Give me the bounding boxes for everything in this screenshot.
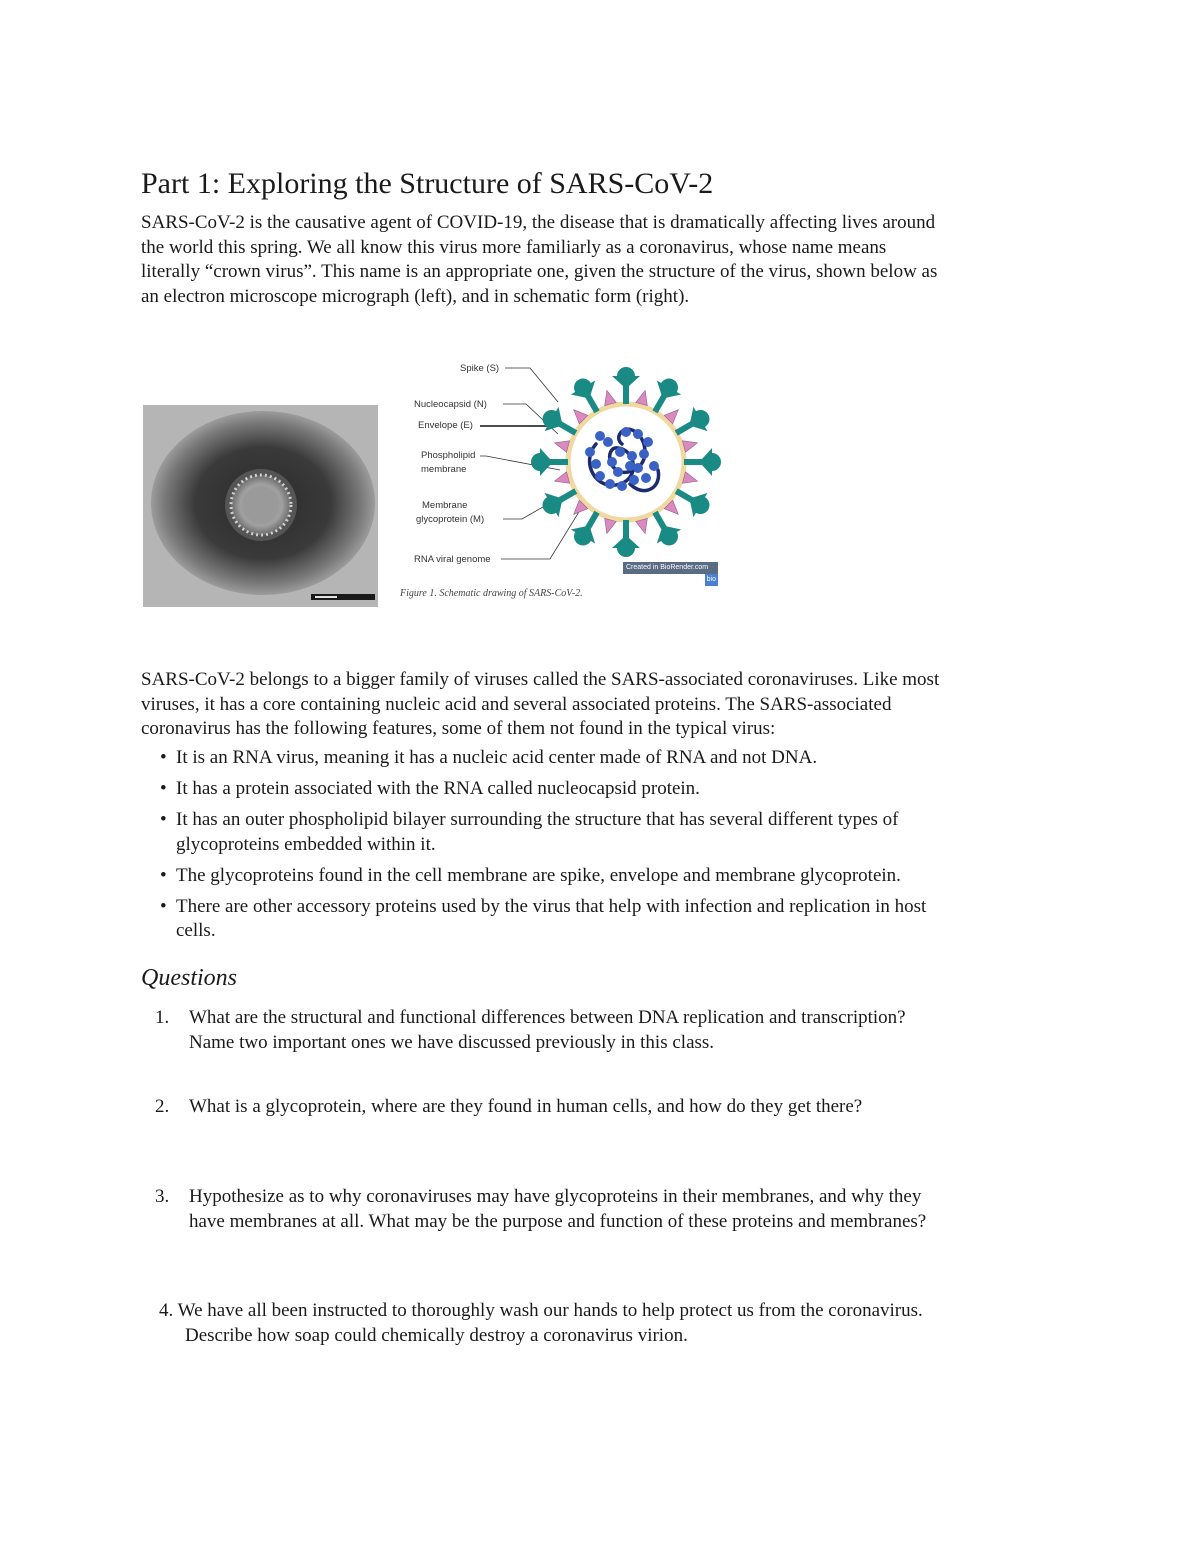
virus-schematic — [531, 367, 721, 557]
nucleocapsid-bead — [633, 429, 643, 439]
intro-line: the world this spring. We all know this virus more familiarly as a coronavirus, whose name means — [141, 236, 887, 258]
label-rna: RNA viral genome — [414, 554, 491, 565]
nucleocapsid-bead — [627, 451, 637, 461]
nucleocapsid-bead — [617, 481, 627, 491]
body-line: viruses, it has a core containing nucleic acid and several associated proteins. The SARS-associated — [141, 693, 892, 715]
bullet-glyph: • — [160, 895, 167, 917]
intro-paragraph — [141, 211, 1061, 309]
nucleocapsid-bead — [649, 461, 659, 471]
nucleocapsid-bead — [607, 457, 617, 467]
questions-heading: Questions — [141, 965, 237, 991]
list-item: • The glycoproteins found in the cell membrane are spike, envelope and membrane glycoprotein. — [160, 864, 1040, 889]
nucleocapsid-bead — [625, 461, 635, 471]
page-title: Part 1: Exploring the Structure of SARS-CoV-2 — [141, 167, 714, 200]
intro-line: literally “crown virus”. This name is an appropriate one, given the structure of the virus, shown below as — [141, 261, 938, 282]
label-envelope: Envelope (E) — [418, 420, 473, 431]
spike-cap — [543, 410, 561, 428]
nucleocapsid-bead — [595, 431, 605, 441]
label-membrane-2: glycoprotein (M) — [416, 514, 485, 525]
biorender-badge — [623, 562, 718, 583]
nucleocapsid-bead — [629, 475, 639, 485]
nucleocapsid-bead — [591, 459, 601, 469]
list-item: • It is an RNA virus, meaning it has a nucleic acid center made of RNA and not DNA. — [160, 746, 1040, 771]
figure-caption: Figure 1. Schematic drawing of SARS-CoV-2. — [400, 588, 583, 599]
label-phospholipid-1: Phospholipid — [421, 450, 476, 461]
spike-cap — [574, 379, 592, 397]
badge-highlight: bio — [705, 574, 718, 586]
intro-line: SARS-CoV-2 is the causative agent of COVID-19, the disease that is dramatically affecting lives around — [141, 212, 936, 233]
question-number: 3. — [155, 1186, 170, 1207]
question-number: 1. — [155, 1007, 170, 1028]
nucleocapsid-bead — [585, 447, 595, 457]
electron-micrograph-image — [143, 405, 378, 607]
label-membrane-1: Membrane — [422, 500, 468, 511]
spike-cap — [691, 496, 709, 514]
nucleocapsid-bead — [605, 479, 615, 489]
spike-cap — [543, 496, 561, 514]
spike-cap — [617, 539, 635, 557]
spike-cap — [660, 379, 678, 397]
list-item: • It has a protein associated with the RNA called nucleocapsid protein. — [160, 777, 1040, 802]
list-item: • It has an outer phospholipid bilayer surrounding the structure that has several different types of glycoproteins embedded within it. — [160, 809, 899, 855]
nucleocapsid-bead — [613, 467, 623, 477]
badge-text: Created in BioRender.com — [626, 564, 709, 571]
label-nucleocapsid: Nucleocapsid (N) — [414, 399, 487, 410]
spike-cap — [574, 527, 592, 545]
spike-cap — [703, 453, 721, 471]
nucleocapsid-bead — [595, 471, 605, 481]
nucleocapsid-bead — [639, 449, 649, 459]
bullet-glyph: • — [160, 864, 167, 886]
nucleocapsid-bead — [603, 437, 613, 447]
bullet-glyph: • — [160, 809, 167, 830]
nucleocapsid-bead — [641, 473, 651, 483]
spike-cap — [531, 453, 549, 471]
nucleocapsid-bead — [643, 437, 653, 447]
question-2: 2. What is a glycoprotein, where are they found in human cells, and how do they get there? — [155, 1096, 863, 1117]
body-line: SARS-CoV-2 belongs to a bigger family of viruses called the SARS-associated coronaviruses. Like most — [141, 669, 940, 690]
nucleocapsid-bead — [621, 427, 631, 437]
question-number: 2. — [155, 1096, 170, 1117]
nucleocapsid-bead — [615, 447, 625, 457]
body-paragraph — [141, 668, 1061, 742]
feature-list — [160, 746, 1040, 950]
question-1: 1. What are the structural and functional differences between DNA replication and transcription? Name two important ones we have discussed previously in this class. — [155, 1007, 906, 1053]
question-number: 4. — [159, 1300, 174, 1321]
spike-cap — [617, 367, 635, 385]
list-item: • There are other accessory proteins used by the virus that help with infection and replication in host cells. — [160, 895, 927, 941]
spike-cap — [660, 527, 678, 545]
intro-line: an electron microscope micrograph (left), and in schematic form (right). — [141, 285, 690, 307]
bullet-glyph: • — [160, 747, 167, 768]
question-3: 3. Hypothesize as to why coronaviruses may have glycoproteins in their membranes, and why they have membranes at all. What may be the purpose and function of these proteins and membranes? — [155, 1186, 927, 1232]
label-spike: Spike (S) — [460, 363, 500, 374]
virion-interior — [571, 407, 681, 517]
question-4: 4. We have all been instructed to thoroughly wash our hands to help protect us from the coronavirus. Describe how soap could chemically destroy a coronavirus virion. — [159, 1300, 923, 1346]
body-line: coronavirus has the following features, some of them not found in the typical virus: — [141, 718, 776, 739]
label-phospholipid-2: membrane — [421, 464, 467, 475]
bullet-glyph: • — [160, 778, 167, 799]
spike-cap — [691, 410, 709, 428]
